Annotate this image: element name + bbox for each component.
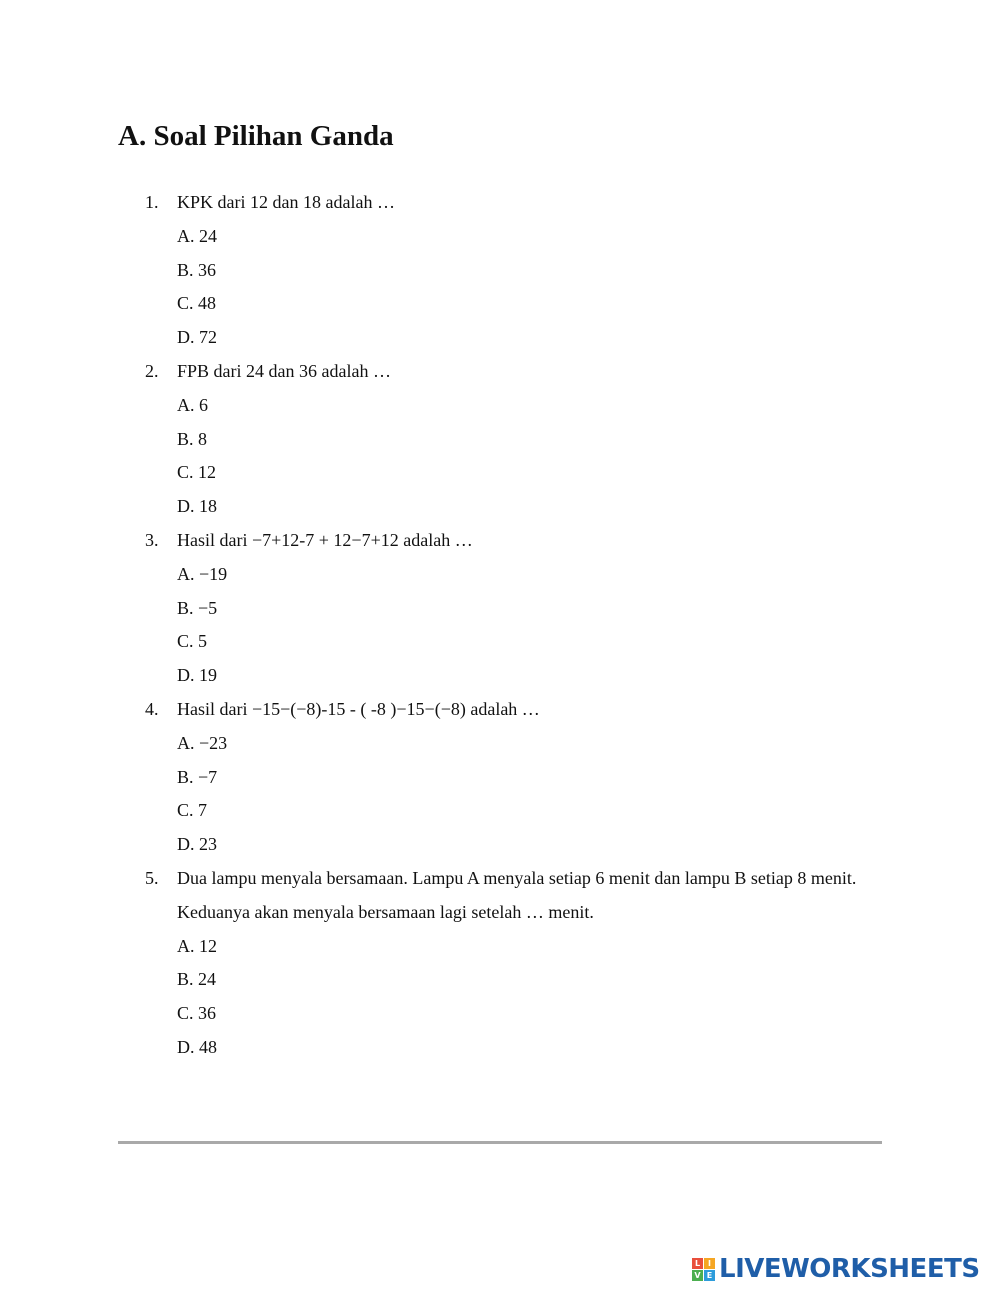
option-c[interactable]: C. 5 xyxy=(177,631,208,652)
question-text-continued: Keduanya akan menyala bersamaan lagi setelah … menit. xyxy=(177,901,594,922)
option-a[interactable]: A. 12 xyxy=(177,935,217,956)
option-b[interactable]: B. 8 xyxy=(177,428,208,449)
question-5 xyxy=(145,862,885,1065)
question-text: Hasil dari −15−(−8)-15 - ( -8 )−15−(−8) adalah … xyxy=(177,698,540,719)
liveworksheets-brand xyxy=(692,1253,980,1285)
logo-letter-i: I xyxy=(704,1258,715,1269)
option-d[interactable]: D. 19 xyxy=(177,665,217,686)
page-title: A. Soal Pilihan Ganda xyxy=(118,120,394,152)
option-b[interactable]: B. −7 xyxy=(177,766,218,787)
question-2 xyxy=(145,355,885,524)
option-b[interactable]: B. 36 xyxy=(177,259,217,280)
option-d[interactable]: D. 18 xyxy=(177,496,217,517)
option-b[interactable]: B. 24 xyxy=(177,969,217,990)
option-b[interactable]: B. −5 xyxy=(177,597,218,618)
question-number: 2. xyxy=(145,360,159,381)
option-a[interactable]: A. −19 xyxy=(177,563,228,584)
option-d[interactable]: D. 23 xyxy=(177,834,217,855)
logo-letter-e: E xyxy=(704,1270,715,1281)
option-d[interactable]: D. 48 xyxy=(177,1036,217,1057)
question-4 xyxy=(145,693,885,862)
question-number: 5. xyxy=(145,867,159,888)
question-number: 3. xyxy=(145,529,159,550)
page-divider xyxy=(118,1141,882,1144)
question-list xyxy=(145,186,885,1065)
option-a[interactable]: A. −23 xyxy=(177,732,228,753)
question-text: KPK dari 12 dan 18 adalah … xyxy=(177,192,395,212)
option-d[interactable]: D. 72 xyxy=(177,327,217,348)
option-c[interactable]: C. 12 xyxy=(177,462,217,483)
option-a[interactable]: A. 24 xyxy=(177,225,217,246)
option-c[interactable]: C. 48 xyxy=(177,293,217,314)
logo-letter-v: V xyxy=(692,1270,703,1281)
question-number: 4. xyxy=(145,698,159,719)
brand-text: LIVEWORKSHEETS xyxy=(719,1254,980,1284)
question-text: Hasil dari −7+12-7 + 12−7+12 adalah … xyxy=(177,529,473,550)
question-text: FPB dari 24 dan 36 adalah … xyxy=(177,360,391,381)
question-3 xyxy=(145,524,885,693)
question-1 xyxy=(145,186,885,355)
question-text: Dua lampu menyala bersamaan. Lampu A menyala setiap 6 menit dan lampu B setiap 8 menit. xyxy=(177,867,857,888)
option-a[interactable]: A. 6 xyxy=(177,394,208,415)
option-c[interactable]: C. 7 xyxy=(177,800,208,821)
option-c[interactable]: C. 36 xyxy=(177,1003,217,1024)
logo-letter-l: L xyxy=(692,1258,703,1269)
question-number: 1. xyxy=(145,192,159,212)
liveworksheets-logo-icon xyxy=(692,1258,715,1281)
